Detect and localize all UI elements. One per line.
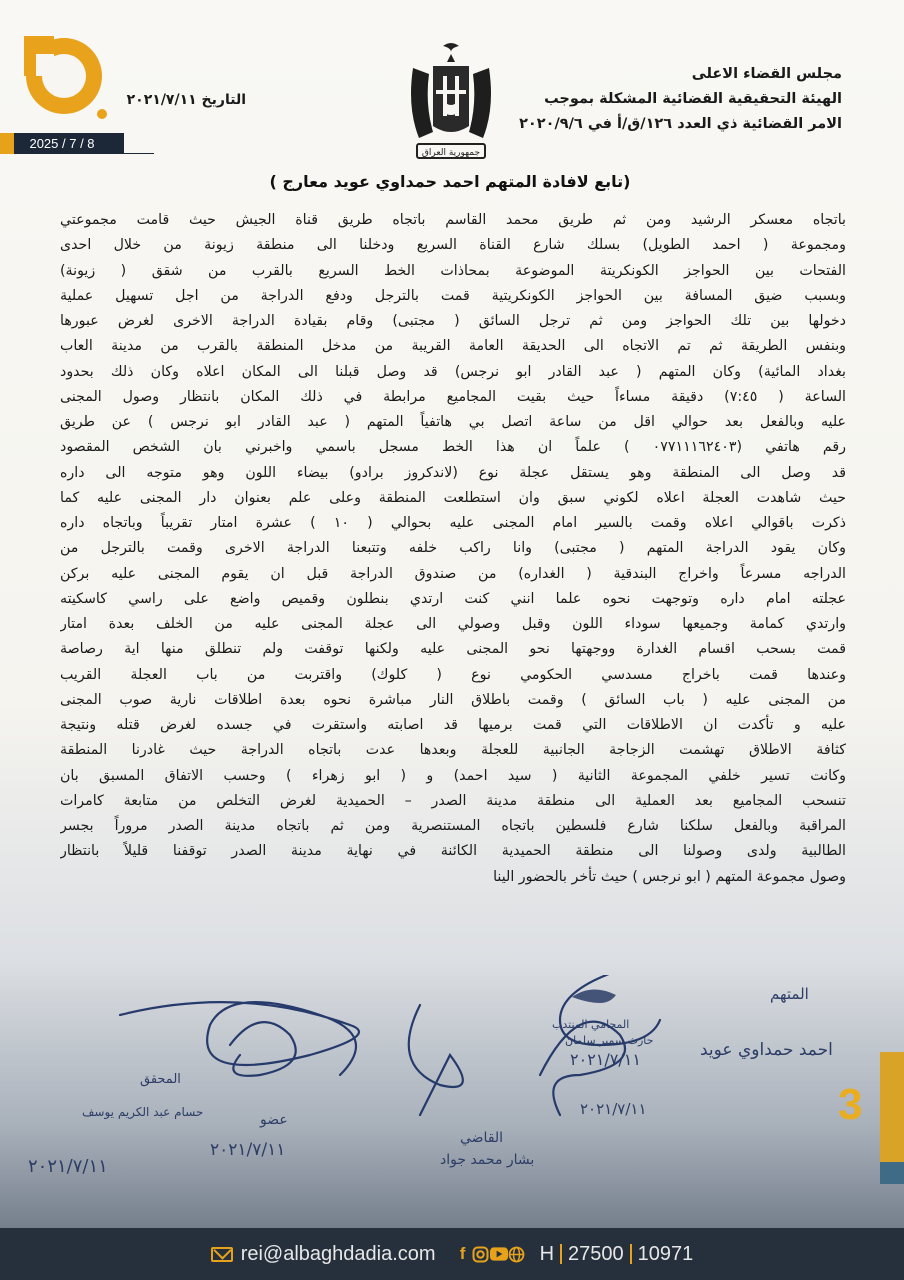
- issuer-line: مجلس القضاء الاعلى: [691, 66, 842, 82]
- statement-line: الطالبية ولدى وصولنا الى منطقة الحميدية الكائنة في نهاية مدينة الصدر توقفنا قليلاً بانتظار: [60, 843, 846, 860]
- statement-line: وصول مجموعة المتهم ( ابو نرجس ) حيث تأخر بالحضور الينا: [493, 868, 846, 885]
- statement-line: الفتحات بين الحواجز الكونكريتة الموضوعة بمحاذات الخط السريع بالقرب من شقق ( زيونة): [60, 262, 846, 279]
- accused-name: احمد حمداوي عويد: [700, 1040, 833, 1060]
- statement-line: المراقبة وبالفعل سلكنا شارع فلسطين باتجاه المستنصرية ومن ثم باتجاه مدينة الصدر مروراً بجسر: [60, 818, 846, 834]
- lawyer-role: المحامي المنتدب: [552, 1018, 630, 1031]
- judge-role: القاضي: [460, 1130, 504, 1146]
- issuer-line: الامر القضائية ذي العدد ١٢٦/ق/أ في ٢٠٢٠/٩/٦: [519, 116, 842, 132]
- statement-line: عجلته امام داره وتوجهت نحوه علما انني كنت ارتدي بنطلون وقميص واضع على راسي كاسكيته: [60, 590, 846, 607]
- statement-line: حيث شاهدت العجلة اعلاه لكوني سبق وان استطلعت المنطقة وعلى علم بعنوان دار المجنى عليه كما: [60, 489, 846, 506]
- footer-separator: [630, 1244, 632, 1264]
- badge-divider: [124, 153, 154, 154]
- issuer-header: [512, 62, 842, 137]
- statement-line: ذكرت باقوالي اعلاه وقمت بالسير امام المجنى عليه بحوالي ( ١٠ ) عشرة امتار تقريباً وباتجاه داره: [60, 515, 846, 531]
- statement-line: وعندها قمت باخراج مسدسي الحكومي نوع ( كلوك) واقتربت من باب العجلة القريب: [60, 666, 846, 683]
- facebook-icon[interactable]: f: [459, 1244, 466, 1263]
- statement-line: قمت بسحب اقسام الغدارة ووجهتها نحو المجنى عليه ولكنها توقفت ولم تنطلق منها اية رصاصة: [60, 641, 846, 658]
- statement-line: كثافة الاطلاق تهشمت الزجاجة الجانبية للعجلة وبعدها عدت باتجاه الدراجة حيث غادرنا المنطقة: [60, 742, 846, 759]
- lawyer-date: ٢٠٢١/٧/١١: [570, 1050, 641, 1069]
- member-date: ٢٠٢١/٧/١١: [580, 1100, 647, 1118]
- signature-investigator: [120, 1002, 359, 1075]
- accused-role: المتهم: [770, 985, 809, 1003]
- youtube-icon[interactable]: [490, 1245, 508, 1263]
- page-number: 3: [838, 1080, 863, 1129]
- statement-line: رقم هاتفي (٠٧٧١١١٦٢٤٠٣ ) علماً ان هذا الخط مسجل باسمي واخبرني بان الشخص المقصود: [60, 439, 846, 456]
- email-item[interactable]: [211, 1243, 436, 1266]
- lawyer-name: حارث سمير سلمان: [565, 1034, 654, 1047]
- statement-line: الساعة ( ٧:٤٥) دقيقة مساءاً حيث بقيت المجاميع مرابطة في ذلك المكان بانتظار وصول المجنى: [60, 388, 846, 405]
- signature-member: [230, 1022, 296, 1076]
- statement-line: الدراجه مسرعاً واخراج البندقية ( الغداره) من صندوق الدراجة قبل ان يقوم المجنى عليه بركن: [60, 565, 846, 582]
- statement-line: عليه وبالفعل بعد حوالي اقل من ساعة اتصل بي هاتفياً المتهم ( عبد القادر ابو نرجس ) عن طريق: [60, 414, 846, 430]
- statement-line: من المجنى عليه ( باب السائق ) وقمت باطلاق النار مباشرة نحوه بعدة اطلاقات نارية صوب المجنى: [60, 691, 846, 708]
- mail-icon: [211, 1247, 233, 1262]
- statement-line: وبنفس الطريقة ثم تم الاتجاه الى الحديقة العامة القريبة من مدخل المنطقة بالقرب من مدينة العاب: [60, 338, 846, 355]
- document-date: التاريخ ٢٠٢١/٧/١١: [126, 92, 246, 108]
- statement-line: عليه و تأكدت ان الاطلاقات التي قمت برميها قد اصابته واستقرت في جسده لغرض قتله ونتيجة: [60, 717, 846, 733]
- channel-logo: [24, 36, 110, 122]
- judge-date: ٢٠٢١/٧/١١: [210, 1140, 286, 1160]
- emblem-caption: جمهورية العراق: [421, 148, 481, 158]
- channel-footer: [0, 1228, 904, 1280]
- hotline-number-1[interactable]: 27500: [568, 1242, 624, 1265]
- page-number-bar: [880, 1052, 904, 1184]
- web-icon[interactable]: [508, 1245, 526, 1263]
- judge-name: بشار محمد جواد: [440, 1152, 535, 1168]
- statement-line: بغداد المائية) وكان المتهم ( عبد القادر ابو نرجس) قد وصل قبلنا الى المكان اعلاه وكان ذلك بحدود: [60, 363, 846, 380]
- lawyer-stamp-icon: [572, 989, 616, 1003]
- footer-separator: [560, 1244, 562, 1264]
- member-label: عضو: [260, 1112, 288, 1128]
- email-address[interactable]: rei@albaghdadia.com: [240, 1242, 436, 1265]
- statement-line: وكانت تسير خلفي المجموعة الثانية ( سيد احمد) و ( ابو زهراء ) وحسب الاتفاق المسبق بان: [60, 767, 846, 784]
- document-title: (تابع لافادة المتهم احمد حمداوي عويد معارج ): [269, 172, 631, 191]
- statement-line: ومجموعة ( احمد الطويل) بسلك شارع القناة السريع ودخلنا الى منطقة زيونة من خلال احدى: [60, 237, 846, 254]
- iraq-emblem-icon: [403, 40, 499, 164]
- statement-line: وكان يقود الدراجة المتهم ( مجتبى) وانا راكب خلفه وتتبعنا الدراجة الاخرى وقمت بالترجل من: [60, 540, 846, 557]
- publish-date-badge: 2025 / 7 / 8: [0, 133, 124, 154]
- signatures-area: [0, 975, 904, 1225]
- statement-line: قد وصل الى المنطقة وهو يستقل عجلة نوع (لاندكروز برادو) بيضاء اللون وهو متوجه الى داره: [60, 464, 846, 481]
- investigator-role: المحقق: [140, 1072, 181, 1087]
- statement-line: تنسحب المجاميع بعد العملية الى منطقة مدينة الصدر – الحميدية لغرض التخلص من متابعة كامرات: [60, 792, 846, 809]
- hotline-prefix: H: [539, 1242, 555, 1265]
- hotline-number-2[interactable]: 10971: [637, 1242, 694, 1265]
- hotline-item: [540, 1243, 694, 1266]
- investigator-name: حسام عبد الكريم يوسف: [82, 1105, 204, 1119]
- issuer-line: الهيئة التحقيقية القضائية المشكلة بموجب: [544, 91, 842, 107]
- statement-line: دخولها بين تلك الحواجز ومن ثم ترجل السائق ( مجتبى) وقام بقيادة الدراجة الاخرى لغرض عبورها: [60, 313, 846, 329]
- statement-body: [60, 208, 846, 890]
- statement-line: وبسبب ضيق المسافة بين الحواجز الكونكريتية قمت بالترجل ودفع الدراجة من اجل تسهيل عملية: [60, 287, 846, 304]
- signature-judge: [409, 1005, 463, 1115]
- statement-line: وارتدي كمامة وجميعها سوداء اللون وقبل وصولي الى عجلة المجنى عليه من الخلف بعدة امتار: [60, 616, 846, 632]
- instagram-icon[interactable]: [472, 1245, 490, 1263]
- investigator-date: ٢٠٢١/٧/١١: [28, 1156, 108, 1177]
- statement-line: باتجاه معسكر الرشيد ومن ثم طريق محمد القاسم باتجاه طريق قناة الجيش حيث قامت مجموعتي: [60, 212, 846, 228]
